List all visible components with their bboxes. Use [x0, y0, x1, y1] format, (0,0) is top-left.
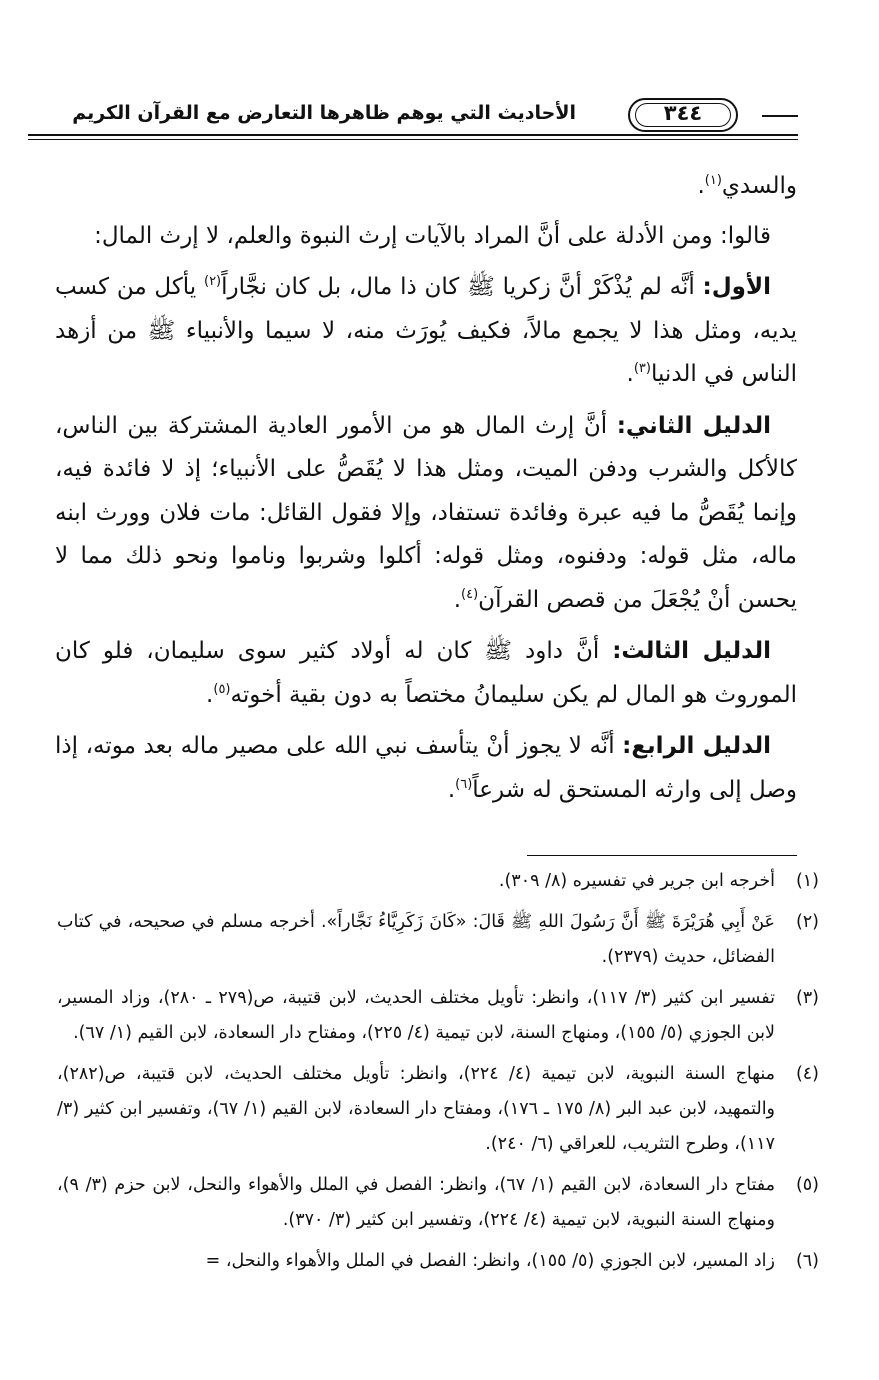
footnote — [57, 1244, 819, 1279]
text-span: . — [626, 361, 634, 387]
footnote-text: منهاج السنة النبوية، لابن تيمية (٤/ ٢٢٤)، وانظر: تأويل مختلف الحديث، لابن قتيبة، ص(٢٨٢)، والتمهيد، لابن عبد البر (٨/ ١٧٥ ـ ١٧٦)، ومفتاح دار السعادة، لابن القيم (١/ ٦٧)، وتفسير ابن كثير (٣/ ١١٧)، وطرح التثريب، للعراقي (٦/ ٢٤٠). — [57, 1064, 776, 1154]
main-text — [55, 165, 797, 820]
footnote-ref: (٥) — [213, 681, 231, 697]
footnote-number: (٥) — [795, 1175, 819, 1195]
page-number: ٣٤٤ — [663, 101, 703, 125]
footnote-ref: (٤) — [461, 586, 479, 602]
page-header — [28, 96, 798, 140]
paragraph-label: الأول: — [702, 274, 771, 300]
footnote — [57, 905, 819, 975]
header-dash — [762, 115, 798, 117]
paragraph — [55, 630, 797, 717]
paragraph — [55, 165, 797, 209]
paragraph — [55, 405, 797, 623]
page-number-frame — [628, 98, 738, 132]
footnote-ref: (٣) — [633, 361, 651, 376]
footnote-separator — [527, 855, 797, 856]
footnote-text: زاد المسير، لابن الجوزي (٥/ ١٥٥)، وانظر: الفصل في الملل والأهواء والنحل، = — [205, 1251, 775, 1271]
footnote — [57, 864, 819, 899]
footnote-number: (١) — [795, 871, 819, 891]
paragraph — [55, 266, 797, 397]
footnote-ref: (٢) — [203, 274, 222, 289]
footnote-text: تفسير ابن كثير (٣/ ١١٧)، وانظر: تأويل مختلف الحديث، لابن قتيبة، ص(٢٧٩ ـ ٢٨٠)، وزاد المسير، لابن الجوزي (٥/ ١٥٥)، ومنهاج السنة، لابن تيمية (٤/ ٢٢٥)، ومفتاح دار السعادة، لابن القيم (١/ ٦٧). — [57, 988, 775, 1043]
footnote — [57, 1168, 819, 1238]
footnote-number: (٣) — [795, 988, 819, 1008]
text-span: . — [697, 173, 705, 199]
footnote-number: (٤) — [795, 1064, 819, 1084]
paragraph-label: الدليل الرابع: — [622, 733, 771, 759]
footnote-text: مفتاح دار السعادة، لابن القيم (١/ ٦٧)، وانظر: الفصل في الملل والأهواء والنحل، لابن حزم (٣/ ٩)، ومنهاج السنة النبوية، لابن تيمية (٤/ ٢٢٤)، وتفسير ابن كثير (٣/ ٣٧٠). — [57, 1175, 775, 1230]
paragraph — [55, 215, 797, 259]
paragraph-label: الدليل الثاني: — [616, 412, 772, 439]
footnotes — [57, 864, 819, 1285]
text-span: . — [206, 681, 214, 708]
text-span: أنَّه لا يجوز أنْ يتأسف نبي الله على مصير ماله بعد موته، إذا وصل إلى وارثه المستحق له شرعاً — [55, 733, 797, 803]
text-span: أنَّه لم يُذْكَرْ أنَّ زكريا ﷺ كان ذا مال، بل كان نجَّاراً — [221, 274, 703, 300]
text-span: أنَّ داود ﷺ كان له أولاد كثير سوى سليمان، فلو كان الموروث هو المال لم يكن سليمانُ مختصاً به دون بقية أخوته — [55, 638, 797, 708]
header-rule-thin — [28, 139, 798, 140]
paragraph — [55, 725, 797, 812]
footnote-ref: (٦) — [455, 776, 473, 792]
footnote-ref: (١) — [704, 173, 722, 188]
footnote-number: (٦) — [795, 1251, 819, 1271]
footnote — [57, 1057, 819, 1162]
footnote-text: أخرجه ابن جرير في تفسيره (٨/ ٣٠٩). — [498, 871, 775, 891]
text-span: أنَّ إرث المال هو من الأمور العادية المشتركة بين الناس، كالأكل والشرب ودفن الميت، ومثل هذا لا يُقَصُّ على الأنبياء؛ إذ لا فائدة فيه، وإنما يُقَصُّ ما فيه عبرة وفائدة تستفاد، وإلا فقول القائل: مات فلان وورث ابنه ماله، مثل قوله: ودفنوه، ومثل قوله: أكلوا وشربوا وناموا ونحو ذلك مما لا يحسن أنْ يُجْعَلَ من قصص القرآن — [55, 412, 797, 613]
header-rule — [28, 134, 798, 136]
paragraph-label: الدليل الثالث: — [612, 638, 771, 664]
footnote-number: (٢) — [795, 912, 819, 932]
text-span: قالوا: ومن الأدلة على أنَّ المراد بالآيات إرث النبوة والعلم، لا إرث المال: — [94, 222, 771, 249]
running-title: الأحاديث التي يوهم ظاهرها التعارض مع القرآن الكريم — [72, 102, 576, 124]
text-span: يأكل من كسب يديه، ومثل هذا لا يجمع مالاً، فكيف يُورَث منه، لا سيما والأنبياء ﷺ من أزهد الناس في الدنيا — [55, 274, 797, 387]
footnote — [57, 981, 819, 1051]
footnote-text: عَنْ أَبِي هُرَيْرَةَ ﷺ أَنَّ رَسُولَ اللهِ ﷺ قَالَ: «كَانَ زَكَرِيَّاءُ نَجَّاراً». أخرجه مسلم في صحيحه، في كتاب الفضائل، حديث (٢٣٧٩). — [57, 912, 775, 967]
text-span: والسدي — [721, 173, 797, 199]
text-span: . — [453, 586, 462, 613]
text-span: . — [447, 776, 456, 803]
